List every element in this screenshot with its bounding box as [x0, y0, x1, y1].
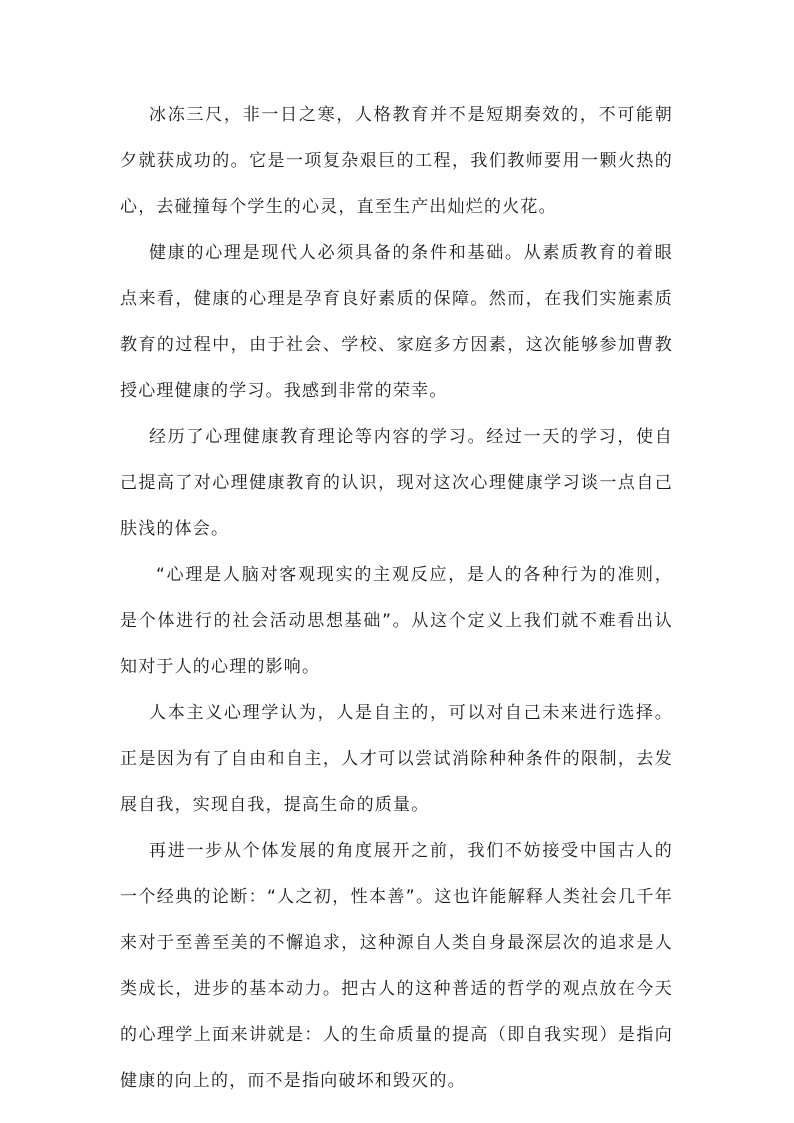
paragraph-4: “心理是人脑对客观现实的主观反应，是人的各种行为的准则，是个体进行的社会活动思想基础”。从这个定义上我们就不难看出认知对于人的心理的影响。 — [120, 565, 673, 677]
paragraph-2: 健康的心理是现代人必须具备的条件和基础。从素质教育的着眼点来看，健康的心理是孕育良好素质的保障。然而，在我们实施素质教育的过程中，由于社会、学校、家庭多方因素，这次能够参加曹教授心理健康的学习。我感到非常的荣幸。 — [120, 243, 673, 401]
paragraph-3: 经历了心理健康教育理论等内容的学习。经过一天的学习，使自己提高了对心理健康教育的认识，现对这次心理健康学习谈一点自己肤浅的体会。 — [120, 427, 673, 539]
document-body — [120, 92, 673, 1104]
paragraph-5: 人本主义心理学认为，人是自主的，可以对自己未来进行选择。正是因为有了自由和自主，人才可以尝试消除种种条件的限制，去发展自我，实现自我，提高生命的质量。 — [120, 703, 673, 815]
paragraph-6: 再进一步从个体发展的角度展开之前，我们不妨接受中国古人的一个经典的论断：“人之初，性本善”。这也许能解释人类社会几千年来对于至善至美的不懈追求，这种源自人类自身最深层次的追求是人类成长，进步的基本动力。把古人的这种普适的哲学的观点放在今天的心理学上面来讲就是：人的生命质量的提高（即自我实现）是指向健康的向上的，而不是指向破坏和毁灭的。 — [120, 841, 673, 1091]
paragraph-1: 冰冻三尺，非一日之寒，人格教育并不是短期奏效的，不可能朝夕就获成功的。它是一项复杂艰巨的工程，我们教师要用一颗火热的心，去碰撞每个学生的心灵，直至生产出灿烂的火花。 — [120, 105, 673, 217]
